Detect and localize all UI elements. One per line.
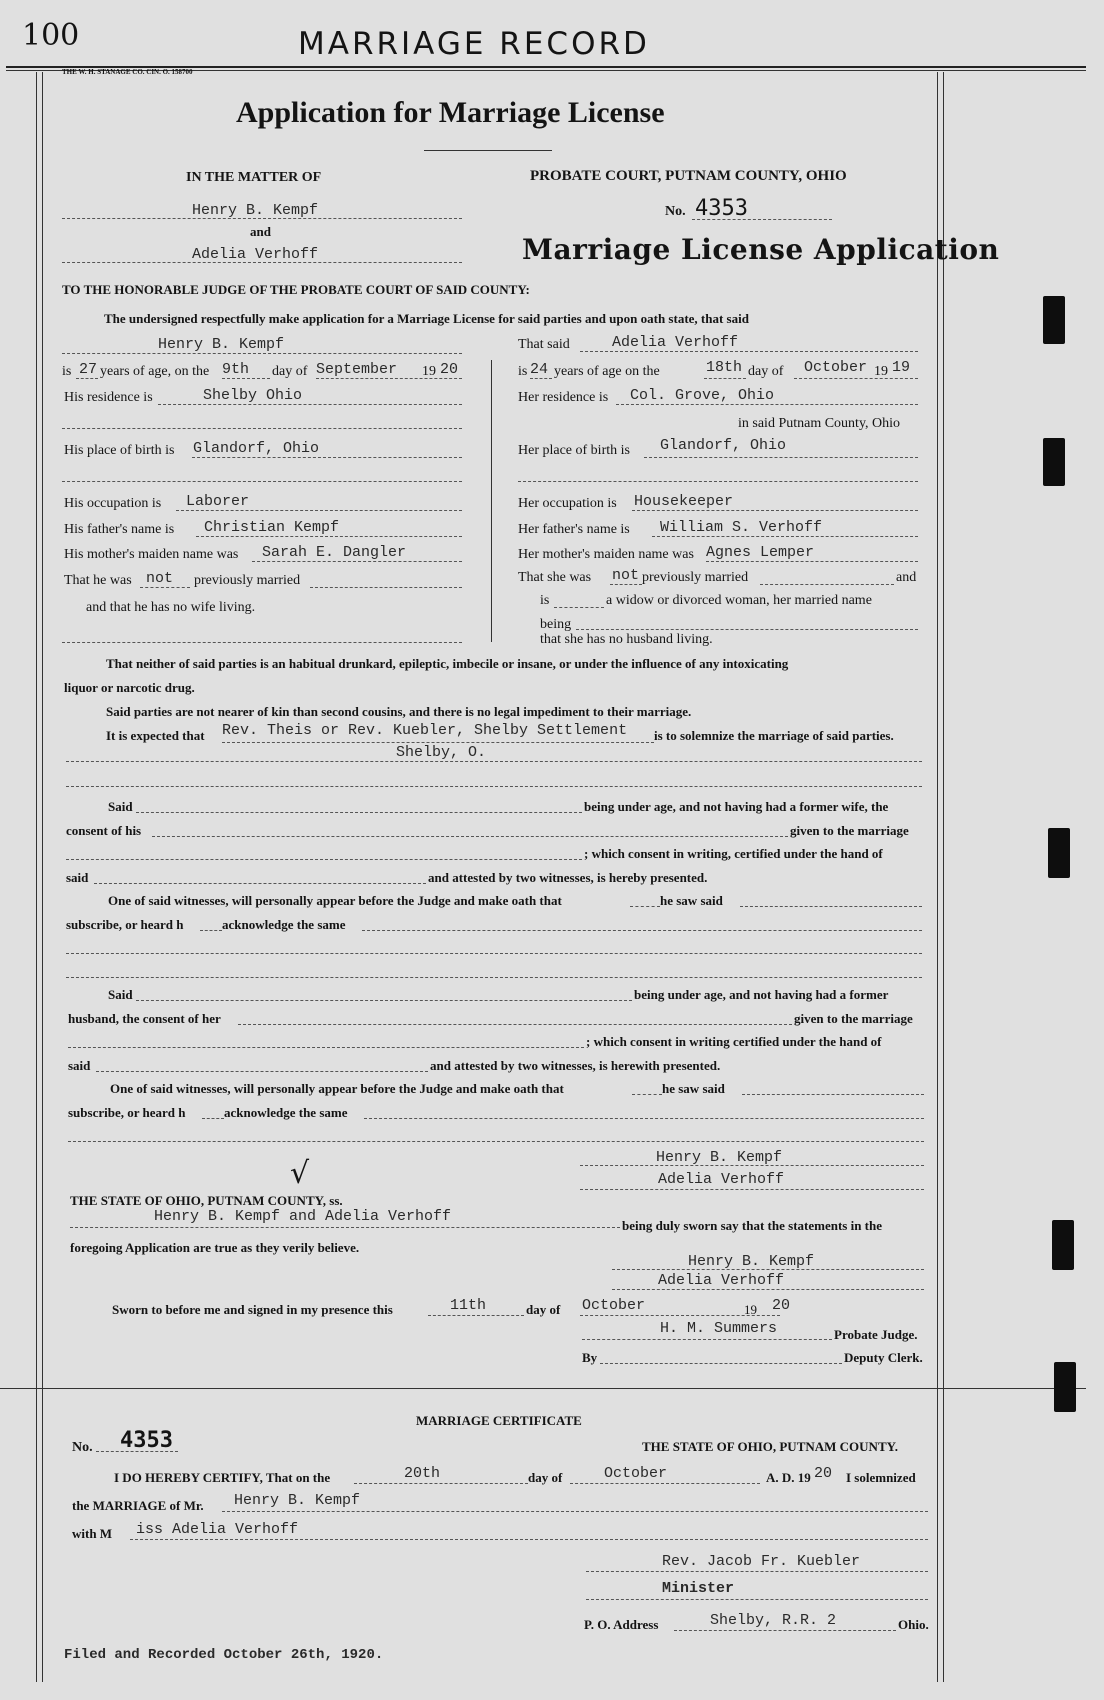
sworn-before: Sworn to before me and signed in my presence this bbox=[112, 1302, 393, 1317]
signature-bride-2: Adelia Verhoff bbox=[658, 1272, 785, 1289]
bride-year-prefix: 19 bbox=[874, 364, 888, 379]
bride-age-text: years of age on the bbox=[554, 364, 660, 379]
bride-prev-suffix: previously married bbox=[642, 570, 749, 585]
sworn-names: Henry B. Kempf and Adelia Verhoff bbox=[154, 1208, 452, 1225]
cert-state: THE STATE OF OHIO, PUTNAM COUNTY. bbox=[642, 1439, 899, 1454]
judge-name: H. M. Summers bbox=[660, 1320, 778, 1337]
in-the-matter-label: IN THE MATTER OF bbox=[186, 170, 322, 185]
bride-county-line: in said Putnam County, Ohio bbox=[738, 416, 901, 431]
bride-name: Adelia Verhoff bbox=[612, 334, 739, 351]
cert-with: with M bbox=[72, 1526, 113, 1541]
bride-and-word: and bbox=[896, 570, 917, 585]
bride-occupation-label: Her occupation is bbox=[518, 496, 617, 511]
sworn-month: October bbox=[582, 1297, 646, 1314]
cm-line5b: he saw said bbox=[660, 893, 723, 908]
title-rule bbox=[424, 150, 552, 151]
groom-prev-suffix: previously married bbox=[194, 573, 301, 588]
that-said-label: That said bbox=[518, 337, 570, 352]
cert-certify: I DO HEREBY CERTIFY, That on the bbox=[114, 1470, 331, 1485]
groom-residence-label: His residence is bbox=[64, 390, 153, 405]
cm-said-2: said bbox=[66, 870, 89, 885]
bride-birth-year: 19 bbox=[892, 359, 911, 376]
bride-birth-label: Her place of birth is bbox=[518, 443, 630, 458]
cert-marriage-of: the MARRIAGE of Mr. bbox=[72, 1498, 204, 1513]
groom-birthplace: Glandorf, Ohio bbox=[193, 440, 320, 457]
page-number: 100 bbox=[22, 18, 80, 53]
bride-widow-text: a widow or divorced woman, her married name bbox=[606, 593, 872, 608]
groom-mother-label: His mother's maiden name was bbox=[64, 547, 239, 562]
groom-day-of: day of bbox=[272, 364, 308, 379]
groom-prev-label: That he was bbox=[64, 573, 132, 588]
groom-is: is bbox=[62, 364, 72, 379]
state-line: THE STATE OF OHIO, PUTNAM COUNTY, ss. bbox=[70, 1193, 343, 1208]
signature-bride-1: Adelia Verhoff bbox=[658, 1171, 785, 1188]
groom-mother: Sarah E. Dangler bbox=[262, 544, 407, 561]
groom-father-label: His father's name is bbox=[64, 522, 175, 537]
cm-line2: given to the marriage bbox=[790, 823, 909, 838]
intro-text: The undersigned respectfully make application for a Marriage License for said parties and upon oath state, that said bbox=[104, 311, 749, 326]
cf-line6: subscribe, or heard h bbox=[68, 1105, 186, 1120]
bride-occupation: Housekeeper bbox=[634, 493, 734, 510]
cm-line3: ; which consent in writing, certified under the hand of bbox=[584, 846, 883, 861]
po-label: P. O. Address bbox=[584, 1617, 659, 1632]
bride-is-word: is bbox=[540, 593, 550, 608]
cf-said: Said bbox=[108, 987, 133, 1002]
cf-line4: and attested by two witnesses, is herewith presented. bbox=[430, 1058, 721, 1073]
cm-consent-of: consent of his bbox=[66, 823, 142, 838]
po-address: Shelby, R.R. 2 bbox=[710, 1612, 837, 1629]
minister-name: Rev. Jacob Fr. Kuebler bbox=[662, 1553, 861, 1570]
bride-birth-month: October bbox=[804, 359, 868, 376]
probate-judge: Probate Judge. bbox=[834, 1327, 918, 1342]
cf-line2: given to the marriage bbox=[794, 1011, 913, 1026]
bride-being: being bbox=[540, 617, 572, 632]
groom-occupation: Laborer bbox=[186, 493, 250, 510]
sworn-text-2: foregoing Application are true as they verily believe. bbox=[70, 1240, 360, 1255]
cm-line5: One of said witnesses, will personally appear before the Judge and make oath that bbox=[108, 893, 562, 908]
groom-birth-month: September bbox=[316, 361, 398, 378]
minister-title: Minister bbox=[662, 1580, 735, 1597]
bride-prev: not bbox=[612, 567, 640, 584]
sworn-year: 20 bbox=[772, 1297, 791, 1314]
sworn-year-prefix: 19 bbox=[744, 1302, 757, 1317]
cm-line4: and attested by two witnesses, is hereby presented. bbox=[428, 870, 708, 885]
bride-mother-label: Her mother's maiden name was bbox=[518, 547, 694, 562]
cf-line6b: acknowledge the same bbox=[224, 1105, 348, 1120]
cf-line5: One of said witnesses, will personally appear before the Judge and make oath that bbox=[110, 1081, 564, 1096]
signature-groom-2: Henry B. Kempf bbox=[688, 1253, 815, 1270]
cert-month: October bbox=[604, 1465, 668, 1482]
bride-prev-label: That she was bbox=[518, 570, 592, 585]
binder-tab bbox=[1052, 1220, 1074, 1270]
checkmark: √ bbox=[290, 1156, 310, 1191]
party-1: Henry B. Kempf bbox=[192, 202, 319, 219]
cert-day: 20th bbox=[404, 1465, 441, 1482]
cert-number: 4353 bbox=[120, 1428, 173, 1453]
sworn-day: 11th bbox=[450, 1297, 487, 1314]
bride-residence: Col. Grove, Ohio bbox=[630, 387, 775, 404]
frame-right-inner bbox=[943, 72, 944, 1682]
clause-drunkard-1: That neither of said parties is an habitual drunkard, epileptic, imbecile or insane, or under the influence of any intoxicating bbox=[106, 656, 789, 671]
filed-recorded: Filed and Recorded October 26th, 1920. bbox=[64, 1647, 384, 1663]
frame-right bbox=[937, 72, 938, 1682]
binder-tab bbox=[1043, 296, 1065, 344]
bride-mother: Agnes Lemper bbox=[706, 544, 815, 561]
bride-birth-day: 18th bbox=[706, 359, 743, 376]
officiant-place: Shelby, O. bbox=[396, 744, 487, 761]
groom-birth-year: 20 bbox=[440, 361, 459, 378]
groom-prev: not bbox=[146, 570, 174, 587]
no-label: No. bbox=[665, 204, 686, 219]
printer-line: THE W. H. STANAGE CO. CIN. O. 158700 bbox=[62, 68, 193, 76]
cert-solemnized: I solemnized bbox=[846, 1470, 916, 1485]
sworn-day-of: day of bbox=[526, 1302, 561, 1317]
cert-day-of: day of bbox=[528, 1470, 563, 1485]
bride-birthplace: Glandorf, Ohio bbox=[660, 437, 787, 454]
groom-age-text: years of age, on the bbox=[100, 364, 210, 379]
groom-birth-label: His place of birth is bbox=[64, 443, 175, 458]
clause-kin: Said parties are not nearer of kin than second cousins, and there is no legal impediment to their marriage. bbox=[106, 704, 692, 719]
groom-name: Henry B. Kempf bbox=[158, 336, 285, 353]
cm-line1: being under age, and not having had a former wife, the bbox=[584, 799, 889, 814]
party-2: Adelia Verhoff bbox=[192, 246, 319, 263]
cf-line3: ; which consent in writing certified under the hand of bbox=[586, 1034, 882, 1049]
expected-prefix: It is expected that bbox=[106, 728, 205, 743]
groom-residence: Shelby Ohio bbox=[203, 387, 303, 404]
binder-tab bbox=[1048, 828, 1070, 878]
cert-groom: Henry B. Kempf bbox=[234, 1492, 361, 1509]
header-title: MARRIAGE RECORD bbox=[298, 26, 650, 62]
certificate-title: MARRIAGE CERTIFICATE bbox=[416, 1413, 582, 1428]
groom-age: 27 bbox=[79, 361, 98, 378]
cert-bride: iss Adelia Verhoff bbox=[136, 1521, 299, 1538]
po-ohio: Ohio. bbox=[898, 1617, 929, 1632]
cm-line6b: acknowledge the same bbox=[222, 917, 346, 932]
cf-line5b: he saw said bbox=[662, 1081, 725, 1096]
bride-residence-label: Her residence is bbox=[518, 390, 609, 405]
cm-line6: subscribe, or heard h bbox=[66, 917, 184, 932]
groom-no-wife: and that he has no wife living. bbox=[86, 600, 256, 615]
cert-no-label: No. bbox=[72, 1440, 93, 1455]
sworn-text-1: being duly sworn say that the statements in the bbox=[622, 1218, 883, 1233]
certificate-divider bbox=[0, 1388, 1086, 1389]
groom-birth-day: 9th bbox=[222, 361, 250, 378]
frame-left-inner bbox=[42, 72, 43, 1682]
binder-tab bbox=[1054, 1362, 1076, 1412]
deputy-clerk: Deputy Clerk. bbox=[844, 1350, 923, 1365]
form-title: Application for Marriage License bbox=[236, 96, 665, 129]
cf-said-2: said bbox=[68, 1058, 91, 1073]
to-judge: TO THE HONORABLE JUDGE OF THE PROBATE COURT OF SAID COUNTY: bbox=[62, 282, 530, 297]
groom-year-prefix: 19 bbox=[422, 364, 436, 379]
clause-drunkard-2: liquor or narcotic drug. bbox=[64, 680, 195, 695]
groom-father: Christian Kempf bbox=[204, 519, 340, 536]
frame-left bbox=[36, 72, 37, 1682]
center-divider bbox=[491, 360, 492, 642]
cert-ad: A. D. 19 bbox=[766, 1470, 811, 1485]
court-name: PROBATE COURT, PUTNAM COUNTY, OHIO bbox=[530, 168, 847, 184]
cm-said: Said bbox=[108, 799, 133, 814]
officiant: Rev. Theis or Rev. Kuebler, Shelby Settlement bbox=[222, 722, 628, 739]
signature-groom-1: Henry B. Kempf bbox=[656, 1149, 783, 1166]
cert-year: 20 bbox=[814, 1465, 833, 1482]
cf-consent-of: husband, the consent of her bbox=[68, 1011, 221, 1026]
expected-suffix: is to solemnize the marriage of said parties. bbox=[654, 728, 894, 743]
cf-line1: being under age, and not having had a former bbox=[634, 987, 889, 1002]
license-number: 4353 bbox=[695, 196, 748, 221]
bride-is: is bbox=[518, 364, 528, 379]
groom-occupation-label: His occupation is bbox=[64, 496, 162, 511]
binder-tab bbox=[1043, 438, 1065, 486]
application-heading: Marriage License Application bbox=[522, 233, 1000, 266]
bride-father-label: Her father's name is bbox=[518, 522, 630, 537]
by-label: By bbox=[582, 1350, 598, 1365]
bride-age: 24 bbox=[530, 361, 549, 378]
and-word: and bbox=[250, 224, 271, 239]
bride-day-of: day of bbox=[748, 364, 784, 379]
bride-no-husband: that she has no husband living. bbox=[540, 632, 713, 647]
bride-father: William S. Verhoff bbox=[660, 519, 823, 536]
